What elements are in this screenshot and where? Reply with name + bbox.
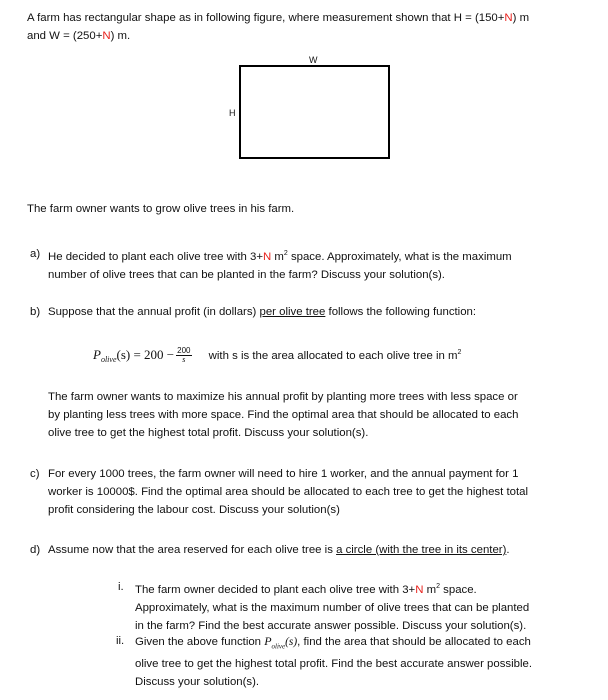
question-d-i-marker: i. bbox=[118, 581, 124, 593]
question-a-text: He decided to plant each olive tree with 3+N $m^2$ space. Approximately, what is the maximum number of olive trees that can be planted in the farm? Discuss your solution(s). bbox=[48, 250, 512, 281]
question-a-marker: a) bbox=[30, 248, 41, 260]
question-b-text: Suppose that the annual profit (in dollars) per olive tree follows the following function: bbox=[48, 306, 477, 318]
intro-line-1: A farm has rectangular shape as in following figure, where measurement shown that H = (150+N) m bbox=[27, 12, 530, 24]
statement: The farm owner wants to grow olive trees in his farm. bbox=[27, 203, 295, 215]
question-b-paragraph: The farm owner wants to maximize his annual profit by planting more trees with less space or by planting less trees with more space. Find the optimal area that should be allocated to each olive tree to get the highest total profit. Discuss your solution(s). bbox=[48, 391, 519, 439]
formula-fraction: $\frac{200}{s}$ bbox=[177, 346, 191, 365]
question-d-i-text: The farm owner decided to plant each olive tree with 3+N $m^2$ space. Approximately, what is the maximum number of olive trees that can be planted in the farm? Find the best accurate answer possible. Discuss your solution(s). bbox=[135, 583, 530, 632]
farm-rectangle-figure bbox=[239, 65, 390, 159]
question-c-marker: c) bbox=[30, 468, 40, 480]
figure-height-label: H bbox=[229, 108, 236, 118]
question-d-marker: d) bbox=[30, 544, 41, 556]
question-d-ii-marker: ii. bbox=[116, 635, 125, 647]
profit-formula: $P_{olive}(s) = 200$ − $\frac{200}{s}$ with s is the area allocated to each olive tree in $m^2$ bbox=[93, 346, 462, 365]
intro-paragraph bbox=[27, 9, 587, 45]
figure-width-label: W bbox=[309, 55, 318, 65]
question-d-ii-text: Given the above function $P_{olive}(s)$, find the area that should be allocated to each olive tree to get the highest total profit. Find the best accurate answer possible. Discuss your solution(s). bbox=[135, 634, 532, 689]
question-d-text: Assume now that the area reserved for each olive tree is a circle (with the tree in its center). bbox=[48, 544, 510, 556]
intro-line-2: and W = (250+N) m. bbox=[27, 30, 131, 42]
question-c-text: For every 1000 trees, the farm owner will need to hire 1 worker, and the annual payment for 1 worker is 10000$. Find the optimal area should be allocated to each tree to get the highest total profit considering the labour cost. Discuss your solution(s) bbox=[48, 468, 528, 516]
question-b-marker: b) bbox=[30, 306, 41, 318]
